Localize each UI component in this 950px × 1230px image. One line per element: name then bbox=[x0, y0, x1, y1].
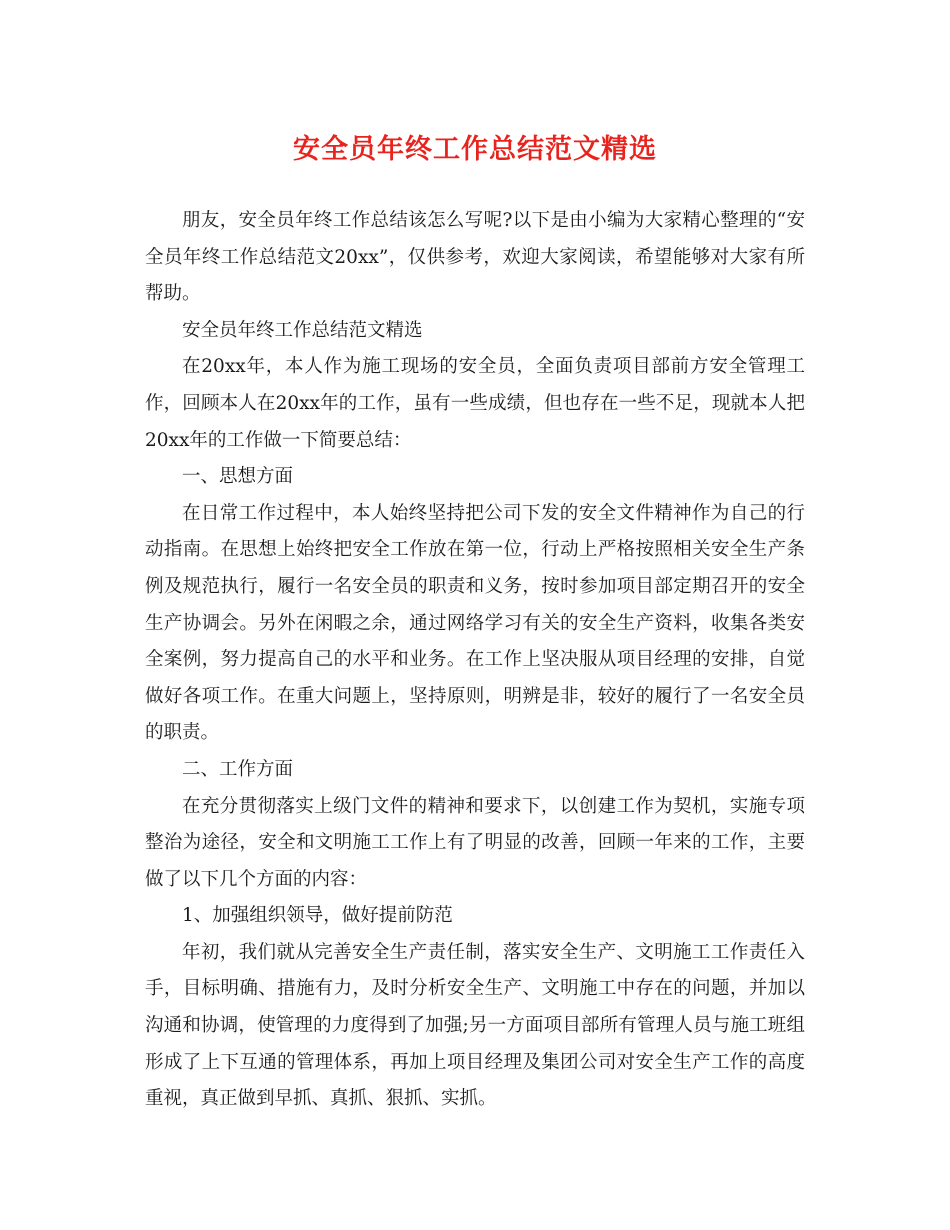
thought-paragraph: 在日常工作过程中，本人始终坚持把公司下发的安全文件精神作为自己的行动指南。在思想上始终把安全工作放在第一位，行动上严格按照相关安全生产条例及规范执行，履行一名安全员的职责和义务，按时参加项目部定期召开的安全生产协调会。另外在闲暇之余，通过网络学习有关的安全生产资料，收集各类安全案例，努力提高自己的水平和业务。在工作上坚决服从项目经理的安排，自觉做好各项工作。在重大问题上，坚持原则，明辨是非，较好的履行了一名安全员的职责。 bbox=[145, 502, 805, 744]
work-paragraph: 在充分贯彻落实上级门文件的精神和要求下，以创建工作为契机，实施专项整治为途径，安全和文明施工工作上有了明显的改善，回顾一年来的工作，主要做了以下几个方面的内容： bbox=[145, 795, 805, 890]
document-body bbox=[145, 203, 805, 1118]
intro-paragraph: 朋友，安全员年终工作总结该怎么写呢?以下是由小编为大家精心整理的“安全员年终工作总结范文20xx”，仅供参考，欢迎大家阅读，希望能够对大家有所帮助。 bbox=[145, 210, 805, 305]
overview-paragraph: 在20xx年，本人作为施工现场的安全员，全面负责项目部前方安全管理工作，回顾本人在20xx年的工作，虽有一些成绩，但也存在一些不足，现就本人把20xx年的工作做一下简要总结： bbox=[145, 356, 805, 451]
document-title: 安全员年终工作总结范文精选 bbox=[293, 134, 657, 165]
subtitle-paragraph: 安全员年终工作总结范文精选 bbox=[182, 319, 423, 341]
section-heading-thought: 一、思想方面 bbox=[182, 466, 294, 488]
subsection-1-paragraph: 年初，我们就从完善安全生产责任制，落实安全生产、文明施工工作责任入手，目标明确、措施有力，及时分析安全生产、文明施工中存在的问题，并加以沟通和协调，使管理的力度得到了加强;另一方面项目部所有管理人员与施工班组形成了上下互通的管理体系，再加上项目经理及集团公司对安全生产工作的高度重视，真正做到早抓、真抓、狠抓、实抓。 bbox=[145, 941, 805, 1110]
subsection-heading-1: 1、加强组织领导，做好提前防范 bbox=[182, 905, 453, 927]
section-heading-work: 二、工作方面 bbox=[182, 758, 294, 780]
